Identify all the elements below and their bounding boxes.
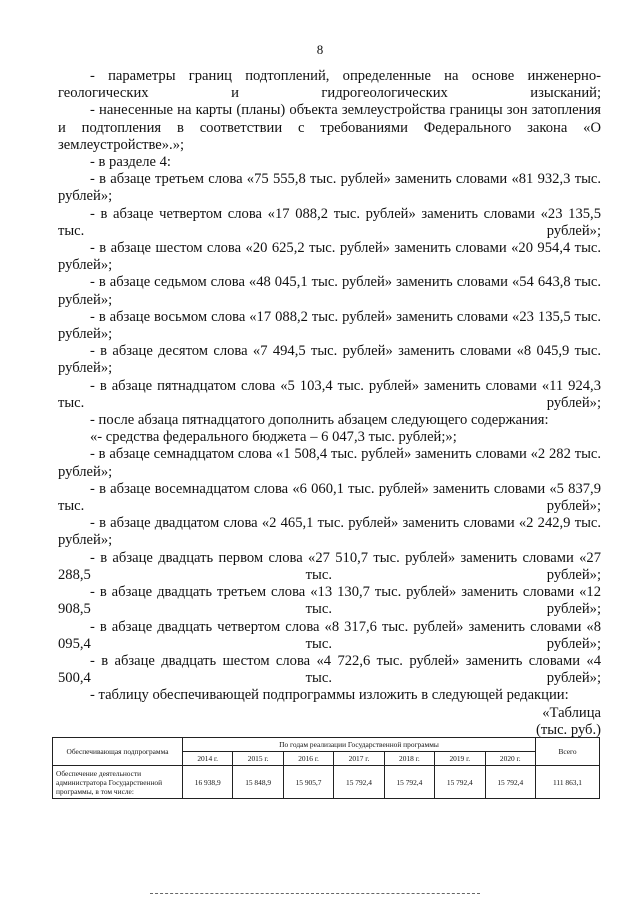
paragraph: - в абзаце двадцать четвертом слова «8 317,6 тыс. рублей» заменить словами «8 095,4 тыс. рублей»; [58,618,601,652]
paragraph: - в абзаце третьем слова «75 555,8 тыс. рублей» заменить словами «81 932,3 тыс. рублей»; [58,171,601,205]
year-header: 2017 г. [334,752,384,766]
paragraph: - в абзаце десятом слова «7 494,5 тыс. рублей» заменить словами «8 045,9 тыс. рублей»; [58,343,601,377]
row-label: Обеспечение деятельности администратора Государственной программы, в том числе: [53,766,183,799]
value-cell: 15 792,4 [384,766,434,799]
subprogram-table [52,737,600,799]
year-header: 2016 г. [283,752,333,766]
paragraph: - в абзаце пятнадцатом слова «5 103,4 тыс. рублей» заменить словами «11 924,3 тыс. рублей»; [58,377,601,411]
paragraph: - в абзаце семнадцатом слова «1 508,4 тыс. рублей» заменить словами «2 282 тыс. рублей»; [58,446,601,480]
table-caption: «Таблица [542,704,601,721]
table-row [53,766,600,799]
value-cell: 15 792,4 [334,766,384,799]
value-cell: 15 848,9 [233,766,283,799]
paragraph: - таблицу обеспечивающей подпрограммы изложить в следующей редакции: [90,687,569,704]
paragraph: - в абзаце двадцать третьем слова «13 130,7 тыс. рублей» заменить словами «12 908,5 тыс. рублей»; [58,584,601,618]
paragraph: - в абзаце двадцать шестом слова «4 722,6 тыс. рублей» заменить словами «4 500,4 тыс. рублей»; [58,652,601,687]
total-cell: 111 863,1 [536,766,600,799]
paragraph-list [58,68,601,705]
footer-divider [150,893,480,894]
header-years-group: По годам реализации Государственной программы [183,738,536,752]
page-number: 8 [316,42,324,57]
year-header: 2020 г. [485,752,535,766]
year-header: 2014 г. [183,752,233,766]
year-header: 2018 г. [384,752,434,766]
document-body [58,68,601,739]
paragraph: «- средства федерального бюджета – 6 047,3 тыс. рублей;»; [90,429,457,446]
paragraph: - нанесенные на карты (планы) объекта землеустройства границы зон затопления и подтопления в соответствии с требованиями Федерального закона «О землеустройстве».»; [58,102,601,153]
paragraph: - в абзаце восьмом слова «17 088,2 тыс. рублей» заменить словами «23 135,5 тыс. рублей»; [58,308,601,343]
header-total: Всего [536,738,600,766]
year-header: 2019 г. [435,752,485,766]
paragraph: - в абзаце восемнадцатом слова «6 060,1 тыс. рублей» заменить словами «5 837,9 тыс. рублей»; [58,480,601,515]
value-cell: 15 905,7 [283,766,333,799]
paragraph: - в абзаце четвертом слова «17 088,2 тыс. рублей» заменить словами «23 135,5 тыс. рублей»; [58,205,601,239]
paragraph: - в абзаце двадцатом слова «2 465,1 тыс. рублей» заменить словами «2 242,9 тыс. рублей»; [58,515,601,549]
year-header: 2015 г. [233,752,283,766]
value-cell: 15 792,4 [485,766,535,799]
table-unit: (тыс. руб.) [536,721,601,738]
paragraph: - в абзаце двадцать первом слова «27 510,7 тыс. рублей» заменить словами «27 288,5 тыс. рублей»; [58,549,601,583]
paragraph: - после абзаца пятнадцатого дополнить абзацем следующего содержания: [90,412,549,429]
table-body [53,766,600,799]
value-cell: 15 792,4 [435,766,485,799]
value-cell: 16 938,9 [183,766,233,799]
paragraph: - в абзаце седьмом слова «48 045,1 тыс. рублей» заменить словами «54 643,8 тыс. рублей»; [58,274,601,308]
paragraph: - параметры границ подтоплений, определенные на основе инженерно-геологических и гидрогеологических изысканий; [58,68,601,102]
paragraph: - в абзаце шестом слова «20 625,2 тыс. рублей» заменить словами «20 954,4 тыс. рублей»; [58,240,601,274]
header-subprogram: Обеспечивающая подпрограмма [53,738,183,766]
paragraph: - в разделе 4: [90,154,171,171]
